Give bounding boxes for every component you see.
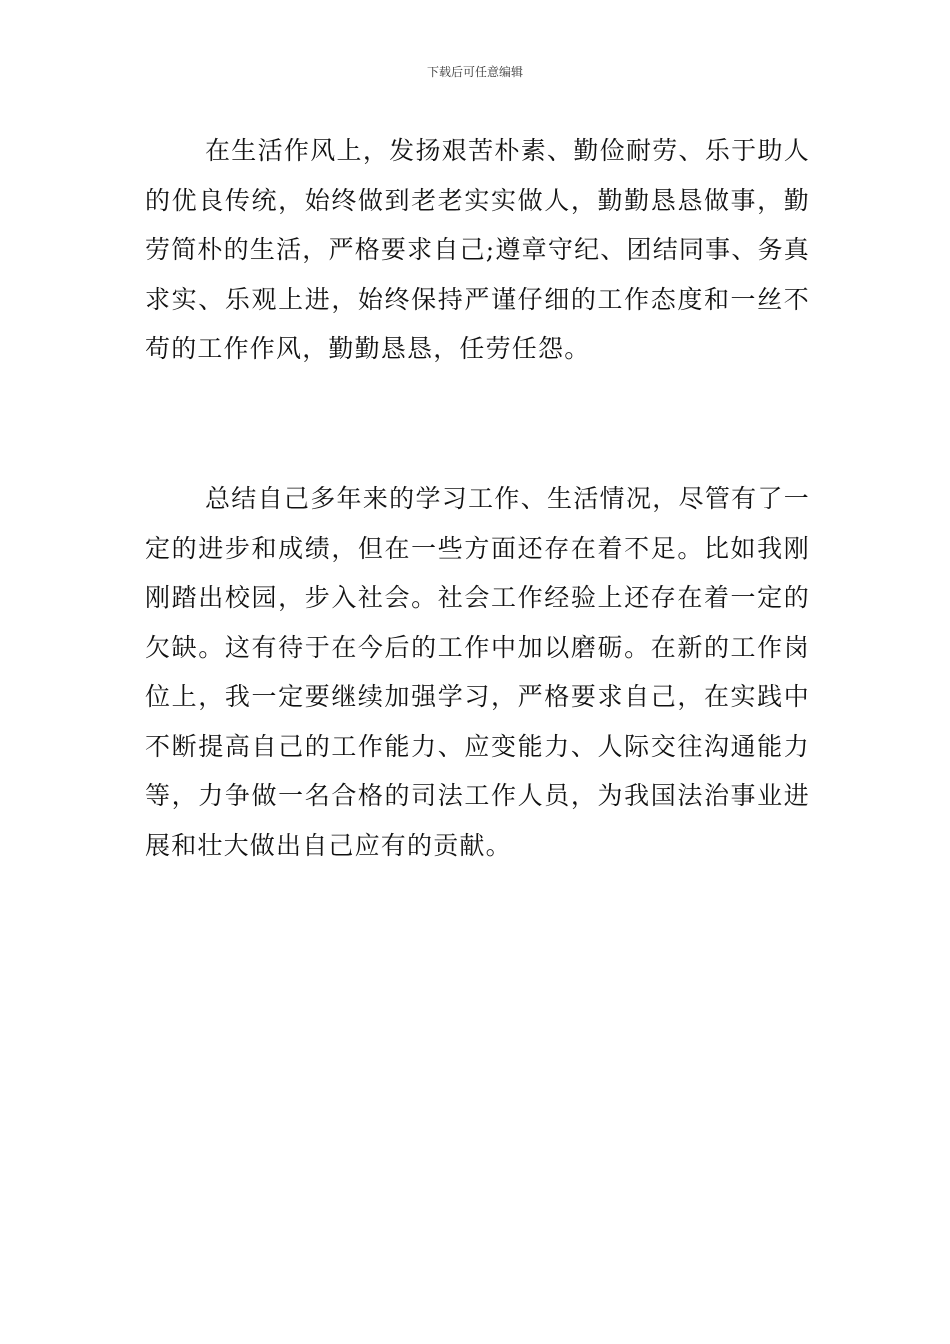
page-header: 下载后可任意编辑 [426, 65, 523, 79]
body-paragraph-1: 在生活作风上，发扬艰苦朴素、勤俭耐劳、乐于助人的优良传统，始终做到老老实实做人，勤勤恳恳做事，勤劳简朴的生活，严格要求自己;遵章守纪、团结同事、务真求实、乐观上进，始终保持严谨仔细的工作态度和一丝不苟的工作作风，勤勤恳恳，任劳任怨。 [145, 136, 810, 363]
body-paragraph-2: 总结自己多年来的学习工作、生活情况，尽管有了一定的进步和成绩，但在一些方面还存在着不足。比如我刚刚踏出校园，步入社会。社会工作经验上还存在着一定的欠缺。这有待于在今后的工作中加以磨砺。在新的工作岗位上，我一定要继续加强学习，严格要求自己，在实践中不断提高自己的工作能力、应变能力、人际交往沟通能力等，力争做一名合格的司法工作人员，为我国法治事业进展和壮大做出自己应有的贡献。 [145, 484, 810, 860]
